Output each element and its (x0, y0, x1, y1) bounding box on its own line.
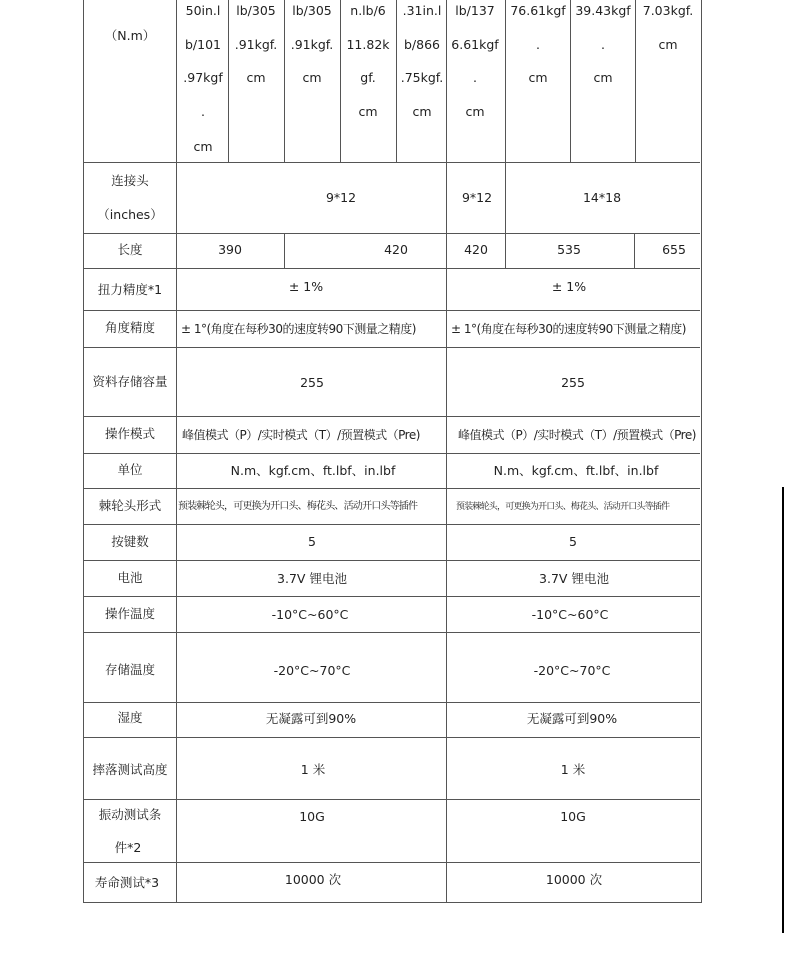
ratchet-value: 预装棘轮头，可更换为开口头、梅花头、活动开口头等插件 (178, 501, 418, 512)
torque-cell: cm (246, 70, 266, 85)
torque-cell: gf. (360, 70, 376, 85)
torque-cell: lb/137 (455, 3, 495, 18)
torque-cell: cm (658, 37, 678, 52)
torque-cell: cm (412, 104, 432, 119)
length-label: 长度 (117, 242, 143, 257)
torque-cell: cm (528, 70, 548, 85)
torque-cell: 50in.l (185, 3, 221, 18)
torque-cell: .75kgf. (400, 70, 444, 85)
battery-value: 3.7V 锂电池 (277, 571, 347, 586)
angle-value: ± 1°(角度在每秒30的速度转90下测量之精度) (181, 322, 416, 336)
op-temp-label: 操作温度 (104, 606, 156, 621)
torque-cell: .91kgf. (290, 37, 334, 52)
torque-cell: cm (358, 104, 378, 119)
torque-cell: 7.03kgf. (642, 3, 694, 18)
life-value: 10000 次 (545, 872, 603, 887)
humidity-value: 无凝露可到90% (265, 711, 357, 726)
torque-cell: 6.61kgf (451, 37, 499, 52)
connector-value: 9*12 (325, 190, 357, 205)
keys-value: 5 (569, 534, 577, 549)
battery-value: 3.7V 锂电池 (539, 571, 609, 586)
life-label: 寿命测试*3 (94, 875, 160, 890)
connector-value: 9*12 (461, 190, 493, 205)
page-edge-line (782, 487, 784, 933)
ratchet-value: 预装棘轮头，可更换为开口头、梅花头、活动开口头等插件 (456, 502, 670, 512)
column-divider (635, 0, 636, 162)
keys-value: 5 (308, 534, 316, 549)
drop-label: 摔落测试高度 (92, 762, 168, 777)
op-temp-value: -10°C~60°C (531, 607, 609, 622)
torque-cell: . (473, 70, 477, 85)
length-value: 420 (464, 242, 488, 257)
accuracy-value: ± 1% (288, 279, 324, 294)
mode-value: 峰值模式（P）/实时模式（T）/预置模式（Pre) (182, 428, 420, 442)
length-value: 420 (384, 242, 408, 257)
drop-value: 1 米 (560, 762, 586, 777)
connector-label: 连接头 (111, 173, 149, 188)
store-temp-value: -20°C~70°C (533, 663, 611, 678)
torque-cell: .97kgf (183, 70, 223, 85)
op-temp-value: -10°C~60°C (271, 607, 349, 622)
length-value: 390 (218, 242, 242, 257)
column-divider (340, 0, 341, 162)
torque-cell: cm (465, 104, 485, 119)
accuracy-value: ± 1% (551, 279, 587, 294)
storage-value: 255 (561, 375, 585, 390)
mode-label: 操作模式 (104, 426, 156, 441)
label-column-divider (176, 0, 177, 902)
drop-value: 1 米 (300, 762, 326, 777)
humidity-value: 无凝露可到90% (526, 711, 618, 726)
torque-cell: 39.43kgf (575, 3, 631, 18)
column-divider (505, 0, 506, 268)
torque-unit-label: （N.m） (104, 28, 156, 43)
torque-cell: 11.82k (346, 37, 390, 52)
torque-cell: . (601, 37, 605, 52)
battery-label: 电池 (117, 570, 143, 585)
torque-cell: .91kgf. (234, 37, 278, 52)
accuracy-label: 扭力精度*1 (97, 282, 163, 297)
column-divider (396, 0, 397, 162)
column-divider (570, 0, 571, 162)
connector-label-unit: （inches） (97, 207, 163, 222)
ratchet-label: 棘轮头形式 (98, 498, 162, 513)
model-group-divider (446, 0, 447, 902)
column-divider (284, 233, 285, 268)
torque-cell: lb/305 (236, 3, 276, 18)
vibration-label: 振动测试条 (98, 807, 162, 822)
storage-value: 255 (300, 375, 324, 390)
length-value: 535 (557, 242, 581, 257)
torque-cell: lb/305 (292, 3, 332, 18)
storage-label: 资料存储容量 (92, 374, 168, 389)
mode-value: 峰值模式（P）/实时模式（T）/预置模式（Pre) (458, 428, 696, 442)
unit-value: N.m、kgf.cm、ft.lbf、in.lbf (493, 463, 659, 478)
connector-value: 14*18 (582, 190, 622, 205)
vibration-value: 10G (299, 809, 325, 824)
torque-cell: . (536, 37, 540, 52)
torque-cell: b/866 (403, 37, 441, 52)
length-value: 655 (662, 242, 686, 257)
torque-cell: n.lb/6 (350, 3, 386, 18)
column-divider (634, 233, 635, 268)
torque-cell: 76.61kgf (510, 3, 566, 18)
column-divider (284, 0, 285, 162)
torque-cell: b/101 (184, 37, 222, 52)
torque-cell: cm (193, 139, 213, 154)
torque-cell: cm (593, 70, 613, 85)
column-divider (228, 0, 229, 162)
store-temp-value: -20°C~70°C (273, 663, 351, 678)
store-temp-label: 存储温度 (104, 662, 156, 677)
life-value: 10000 次 (284, 872, 342, 887)
angle-value: ± 1°(角度在每秒30的速度转90下测量之精度) (451, 322, 686, 336)
vibration-value: 10G (560, 809, 586, 824)
torque-cell: .31in.l (402, 3, 442, 18)
keys-label: 按键数 (111, 534, 149, 549)
unit-value: N.m、kgf.cm、ft.lbf、in.lbf (230, 463, 396, 478)
angle-label: 角度精度 (104, 320, 156, 335)
torque-cell: . (201, 104, 205, 119)
humidity-label: 湿度 (117, 710, 143, 725)
unit-label: 单位 (117, 462, 143, 477)
vibration-label-note: 件*2 (114, 840, 142, 855)
torque-cell: cm (302, 70, 322, 85)
